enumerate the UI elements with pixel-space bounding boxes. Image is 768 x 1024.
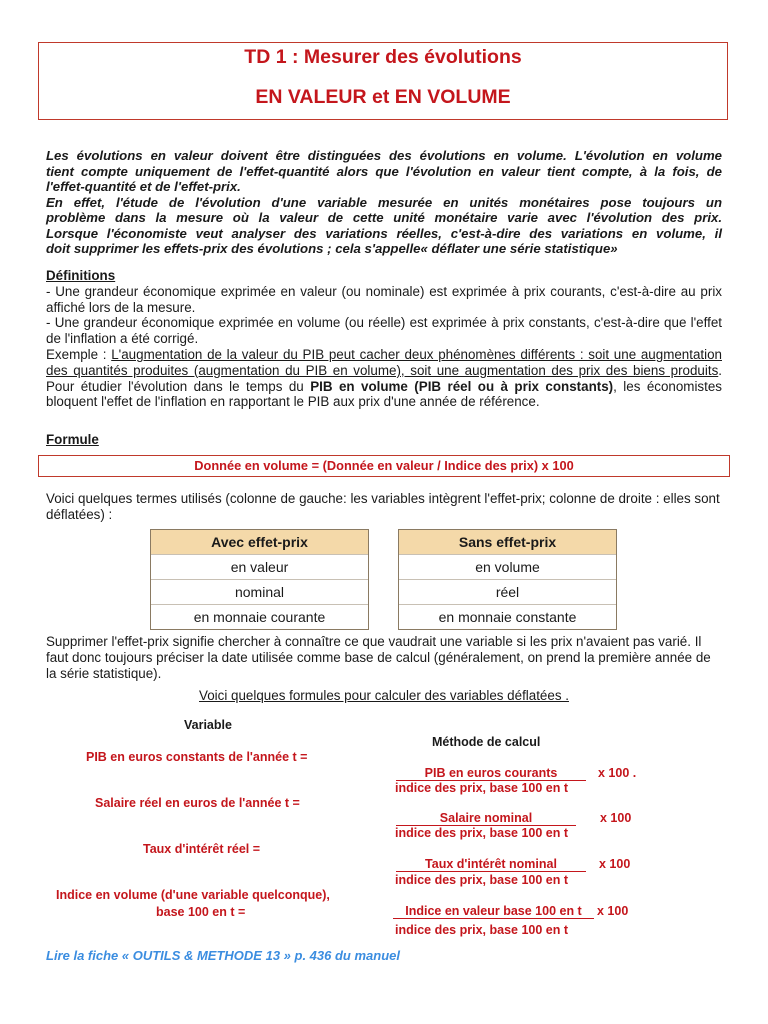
terms-text: Voici quelques termes utilisés (colonne de gauche: les variables intègrent l'effet-prix; colonne de droite : elles sont déflatées) : <box>46 491 720 522</box>
column-variable-heading: Variable <box>184 718 232 732</box>
table-without-price-effect <box>398 529 617 630</box>
numerator-nominal-salary: Salaire nominal <box>396 811 576 826</box>
table-row: en volume <box>399 555 616 580</box>
variable-real-salary: Salaire réel en euros de l'année t = <box>95 796 300 810</box>
numerator-nominal-interest: Taux d'intérêt nominal <box>396 857 586 872</box>
title-line-1: TD 1 : Mesurer des évolutions <box>244 46 522 68</box>
numerator-value-index: Indice en valeur base 100 en t <box>393 904 594 919</box>
example-label: Exemple : <box>46 346 112 362</box>
definition-nominal: - Une grandeur économique exprimée en valeur (ou nominale) est exprimée à prix courants, c'est-à-dire au prix affiché lors de la mesure. <box>46 283 722 315</box>
formulas-lead: Voici quelques formules pour calculer des variables déflatées . <box>199 688 569 703</box>
table-row: en monnaie courante <box>193 609 326 625</box>
numerator-nominal-gdp: PIB en euros courants <box>396 766 586 781</box>
column-method-heading: Méthode de calcul <box>432 735 541 749</box>
example-mid: . Pour étudier l'évolution dans le temps du <box>46 362 722 394</box>
title-line-2: EN VALEUR et EN VOLUME <box>255 86 511 108</box>
intro-line: En effet, l'étude de l'évolution d'une variable mesurée en unités monétaires pose toujours un <box>46 194 722 210</box>
times-100: x 100 <box>599 857 631 871</box>
variable-volume-index: Indice en volume (d'une variable quelconque), <box>56 888 330 902</box>
variable-real-gdp: PIB en euros constants de l'année t = <box>86 750 308 764</box>
denominator-price-index: indice des prix, base 100 en t <box>395 923 568 937</box>
table-header: Avec effet-prix <box>151 530 368 555</box>
intro-line: problème dans la mesure où la valeur de cette unité monétaire varie avec l'évolution des prix. <box>46 210 722 225</box>
formule-heading: Formule <box>46 432 99 447</box>
intro-line: l'effet-quantité et de l'effet-prix. <box>46 179 241 194</box>
example-bold: PIB en volume (PIB réel ou à prix constants) <box>310 378 614 394</box>
table-header: Sans effet-prix <box>399 530 616 555</box>
definitions-heading: Définitions <box>46 268 116 283</box>
denominator-price-index: indice des prix, base 100 en t <box>395 781 568 795</box>
denominator-price-index: indice des prix, base 100 en t <box>395 826 568 840</box>
deflate-paragraph <box>46 634 722 682</box>
formule-box: Donnée en volume = (Donnée en valeur / Indice des prix) x 100 <box>38 455 730 477</box>
deflate-text: Supprimer l'effet-prix signifie chercher à connaître ce que vaudrait une variable si les prix n'avaient pas varié. Il faut donc toujours préciser la date utilisée comme base de calcul (généralement, on prend la première année de la série statistique). <box>46 634 711 681</box>
variable-volume-index-base: base 100 en t = <box>156 905 246 919</box>
title-box <box>38 42 728 120</box>
table-row: en valeur <box>151 555 368 580</box>
terms-paragraph <box>46 491 722 523</box>
definition-real: - Une grandeur économique exprimée en volume (ou réelle) est exprimée à prix constants, c'est-à-dire que l'effet de l'inflation a été corrigé. <box>46 315 722 347</box>
times-100: x 100 <box>600 811 632 825</box>
footer-reference: Lire la fiche « OUTILS & METHODE 13 » p. 436 du manuel <box>46 948 400 963</box>
table-row: réel <box>399 580 616 605</box>
example-end: , les économistes bloquent l'effet de l'inflation en rapportant le PIB aux prix d'une année de référence. <box>46 378 722 410</box>
variable-real-interest: Taux d'intérêt réel = <box>143 842 261 856</box>
intro-paragraph <box>46 148 722 257</box>
times-100: x 100 . <box>598 766 637 780</box>
example-paragraph <box>46 347 722 410</box>
intro-line: tient compte uniquement de l'effet-quantité alors que l'évolution en valeur tient compte, à la fois, de <box>46 163 722 179</box>
example-underlined: L'augmentation de la valeur du PIB peut cacher deux phénomènes différents : soit une augmentation des quantités produites (augmentation du PIB en volume), soit une augmentation des prix des biens produits <box>46 346 722 378</box>
intro-line: Les évolutions en valeur doivent être distinguées des évolutions en volume. L'évolution en volume <box>46 148 722 163</box>
denominator-price-index: indice des prix, base 100 en t <box>395 873 568 887</box>
table-row: en monnaie constante <box>438 609 577 625</box>
table-with-price-effect <box>150 529 369 630</box>
times-100: x 100 <box>597 904 629 918</box>
definitions-section <box>46 268 722 410</box>
intro-line: Lorsque l'économiste veut analyser des variations réelles, c'est-à-dire des variations en volume, il <box>46 225 722 241</box>
intro-line: doit supprimer les effets-prix des évolutions ; cela s'appelle« déflater une série statistique» <box>46 241 618 256</box>
table-row: nominal <box>151 580 368 605</box>
